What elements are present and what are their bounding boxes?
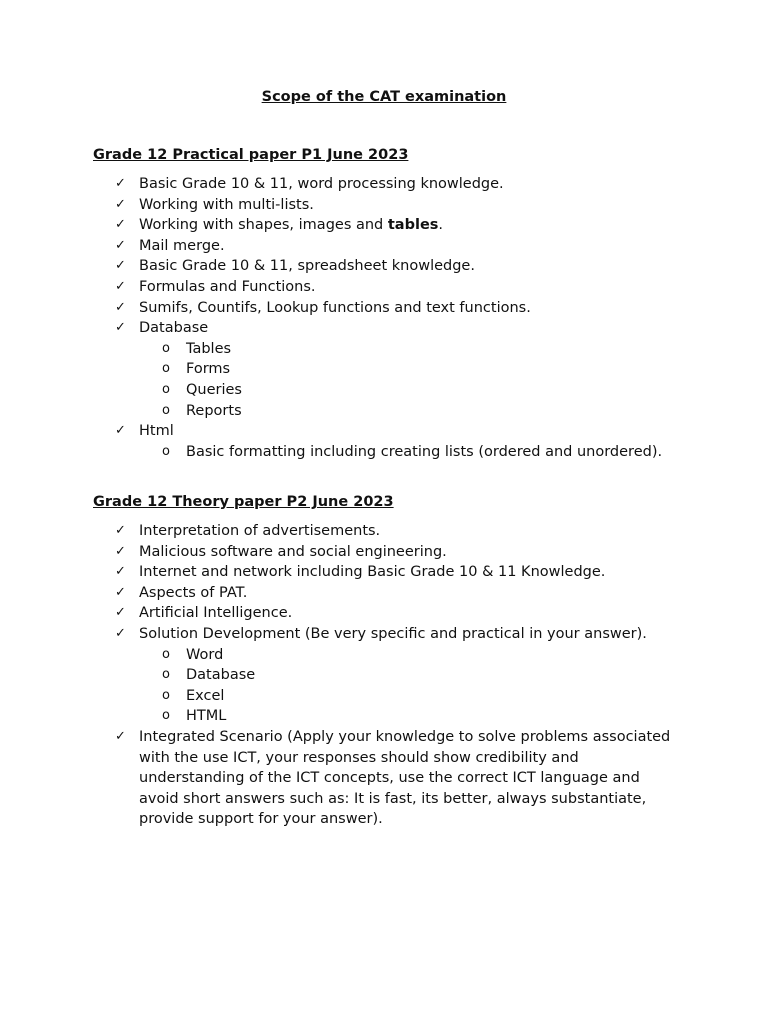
list-item: ✓ Integrated Scenario (Apply your knowledge to solve problems associated with the use ICT, your responses should show credibility and understanding of the ICT concepts, use the correct ICT language and avoid short answers such as: It is fast, its better, always substantiate, provide support for your answer). — [115, 728, 671, 828]
list-item: ✓ Database — [0, 318, 768, 339]
circle-bullet-icon: o — [162, 340, 170, 356]
bold-term: tables — [387, 217, 439, 234]
circle-bullet-icon: o — [162, 381, 170, 397]
list-item: ✓ Basic Grade 10 & 11, word processing knowledge. — [0, 174, 768, 195]
circle-bullet-icon: o — [162, 361, 170, 377]
section-heading-practical: Grade 12 Practical paper P1 June 2023 — [93, 147, 409, 163]
sub-list-item: o Reports — [0, 401, 768, 422]
circle-bullet-icon: o — [162, 687, 170, 703]
list-item: ✓ Internet and network including Basic Grade 10 & 11 Knowledge. — [0, 562, 768, 583]
check-icon: ✓ — [115, 237, 126, 253]
check-icon: ✓ — [115, 423, 126, 439]
sub-list-item: o Basic formatting including creating lists (ordered and unordered). — [0, 442, 768, 463]
check-icon: ✓ — [115, 176, 126, 191]
sub-list-item: o Word — [0, 645, 768, 666]
list-item: ✓ Solution Development (Be very specific and practical in your answer). — [0, 624, 768, 645]
check-icon: ✓ — [115, 605, 126, 621]
check-icon: ✓ — [115, 564, 126, 580]
check-icon: ✓ — [115, 543, 126, 559]
circle-bullet-icon: o — [162, 646, 170, 662]
practical-list — [0, 174, 768, 462]
circle-bullet-icon: o — [162, 443, 170, 459]
list-item: ✓ Mail merge. — [0, 236, 768, 257]
check-icon: ✓ — [115, 320, 126, 336]
list-item: ✓ Working with shapes, images and tables. — [0, 215, 768, 236]
list-item: ✓ Interpretation of advertisements. — [0, 521, 768, 542]
check-icon: ✓ — [115, 299, 126, 315]
list-item: ✓ Artificial Intelligence. — [0, 603, 768, 624]
check-icon: ✓ — [115, 196, 126, 212]
check-icon: ✓ — [115, 728, 126, 744]
check-icon: ✓ — [115, 258, 126, 274]
check-icon: ✓ — [115, 217, 126, 233]
list-item: ✓ Malicious software and social engineering. — [0, 542, 768, 563]
list-item: ✓ Sumifs, Countifs, Lookup functions and text functions. — [0, 298, 768, 319]
check-icon: ✓ — [115, 523, 126, 538]
sub-list-item: o Tables — [0, 339, 768, 360]
theory-list — [0, 521, 768, 830]
list-item: ✓ Basic Grade 10 & 11, spreadsheet knowledge. — [0, 256, 768, 277]
list-item: ✓ Working with multi-lists. — [0, 195, 768, 216]
list-item: ✓ Html — [0, 421, 768, 442]
circle-bullet-icon: o — [162, 667, 170, 683]
circle-bullet-icon: o — [162, 402, 170, 418]
list-item: ✓ Aspects of PAT. — [0, 583, 768, 604]
sub-list-item: o Excel — [0, 686, 768, 707]
check-icon: ✓ — [115, 584, 126, 600]
section-heading-theory: Grade 12 Theory paper P2 June 2023 — [93, 494, 394, 510]
list-item: ✓ Formulas and Functions. — [0, 277, 768, 298]
sub-list-item: o Forms — [0, 359, 768, 380]
check-icon: ✓ — [115, 625, 126, 641]
circle-bullet-icon: o — [162, 708, 170, 724]
sub-list-item: o Database — [0, 665, 768, 686]
sub-list-item: o HTML — [0, 706, 768, 727]
page-title: Scope of the CAT examination — [261, 89, 507, 105]
check-icon: ✓ — [115, 278, 126, 294]
sub-list-item: o Queries — [0, 380, 768, 401]
